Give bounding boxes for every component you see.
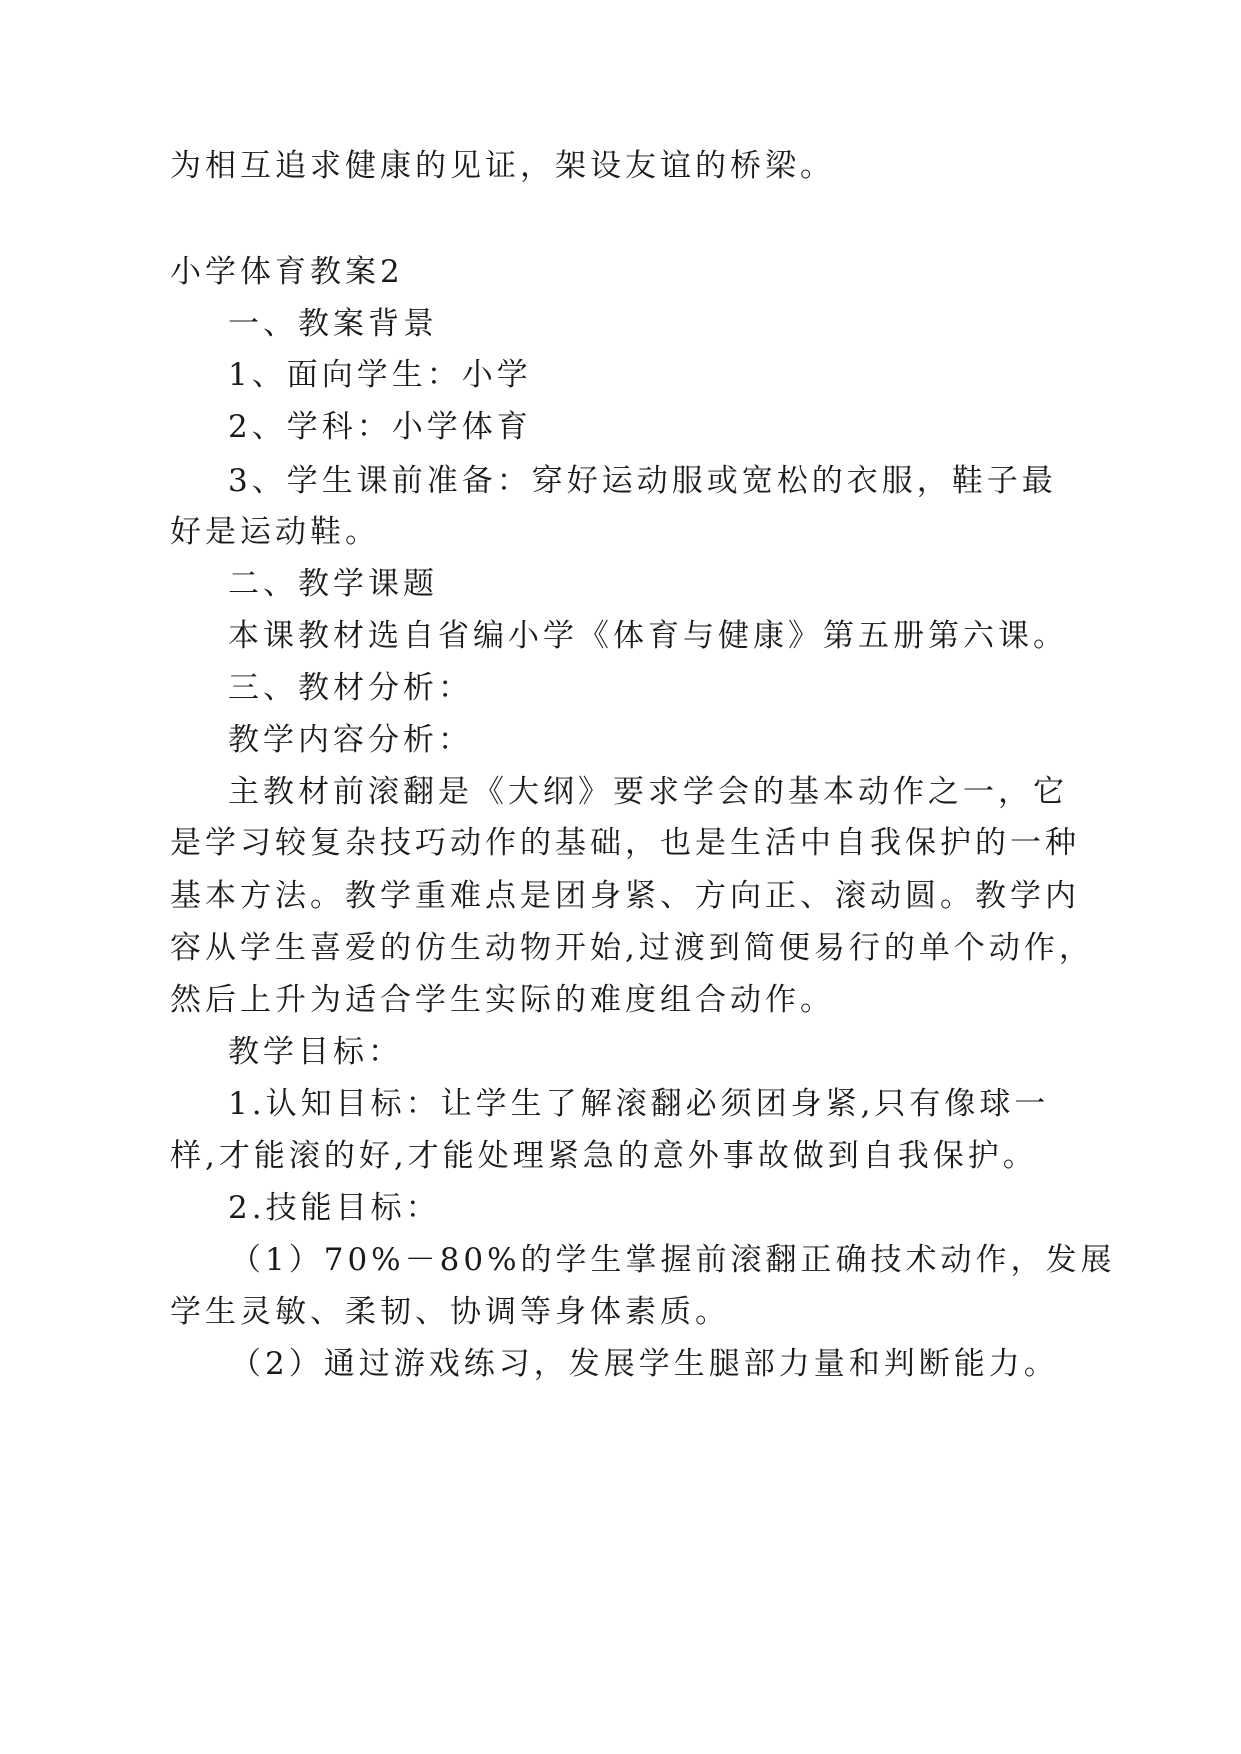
analysis-paragraph-line5: 然后上升为适合学生实际的难度组合动作。: [170, 982, 835, 1018]
analysis-paragraph-line1: 主教材前滚翻是《大纲》要求学会的基本动作之一，它: [228, 774, 1068, 810]
section-heading-material-analysis: 三、教材分析：: [228, 670, 473, 706]
subheading-objectives: 教学目标：: [228, 1034, 403, 1070]
analysis-paragraph-line3: 基本方法。教学重难点是团身紧、方向正、滚动圆。教学内: [170, 878, 1080, 914]
objective-skill-item1-line1: （1）70%－80%的学生掌握前滚翻正确技术动作，发展: [230, 1242, 1116, 1278]
objective-cognitive-line2: 样,才能滚的好,才能处理紧急的意外事故做到自我保护。: [170, 1138, 1038, 1174]
objective-skill-item1-line2: 学生灵敏、柔韧、协调等身体素质。: [170, 1294, 730, 1330]
background-item-preparation-line2: 好是运动鞋。: [170, 514, 380, 550]
background-item-preparation-line1: 3、学生课前准备：穿好运动服或宽松的衣服，鞋子最: [228, 463, 1057, 499]
continuation-paragraph: 为相互追求健康的见证，架设友谊的桥梁。: [170, 148, 835, 184]
objective-skill-item2: （2）通过游戏练习，发展学生腿部力量和判断能力。: [230, 1346, 1059, 1382]
document-title: 小学体育教案2: [170, 254, 404, 290]
background-item-subject: 2、学科：小学体育: [228, 409, 532, 445]
background-item-students: 1、面向学生：小学: [228, 357, 532, 393]
section-heading-topic: 二、教学课题: [228, 566, 438, 602]
section-heading-background: 一、教案背景: [228, 306, 438, 342]
subheading-content-analysis: 教学内容分析：: [228, 722, 473, 758]
objective-cognitive-line1: 1.认知目标：让学生了解滚翻必须团身紧,只有像球一: [228, 1086, 1050, 1122]
analysis-paragraph-line2: 是学习较复杂技巧动作的基础，也是生活中自我保护的一种: [170, 825, 1080, 861]
objective-skill-heading: 2.技能目标：: [228, 1190, 441, 1226]
topic-paragraph: 本课教材选自省编小学《体育与健康》第五册第六课。: [228, 618, 1068, 654]
analysis-paragraph-line4: 容从学生喜爱的仿生动物开始,过渡到简便易行的单个动作，: [170, 930, 1094, 966]
